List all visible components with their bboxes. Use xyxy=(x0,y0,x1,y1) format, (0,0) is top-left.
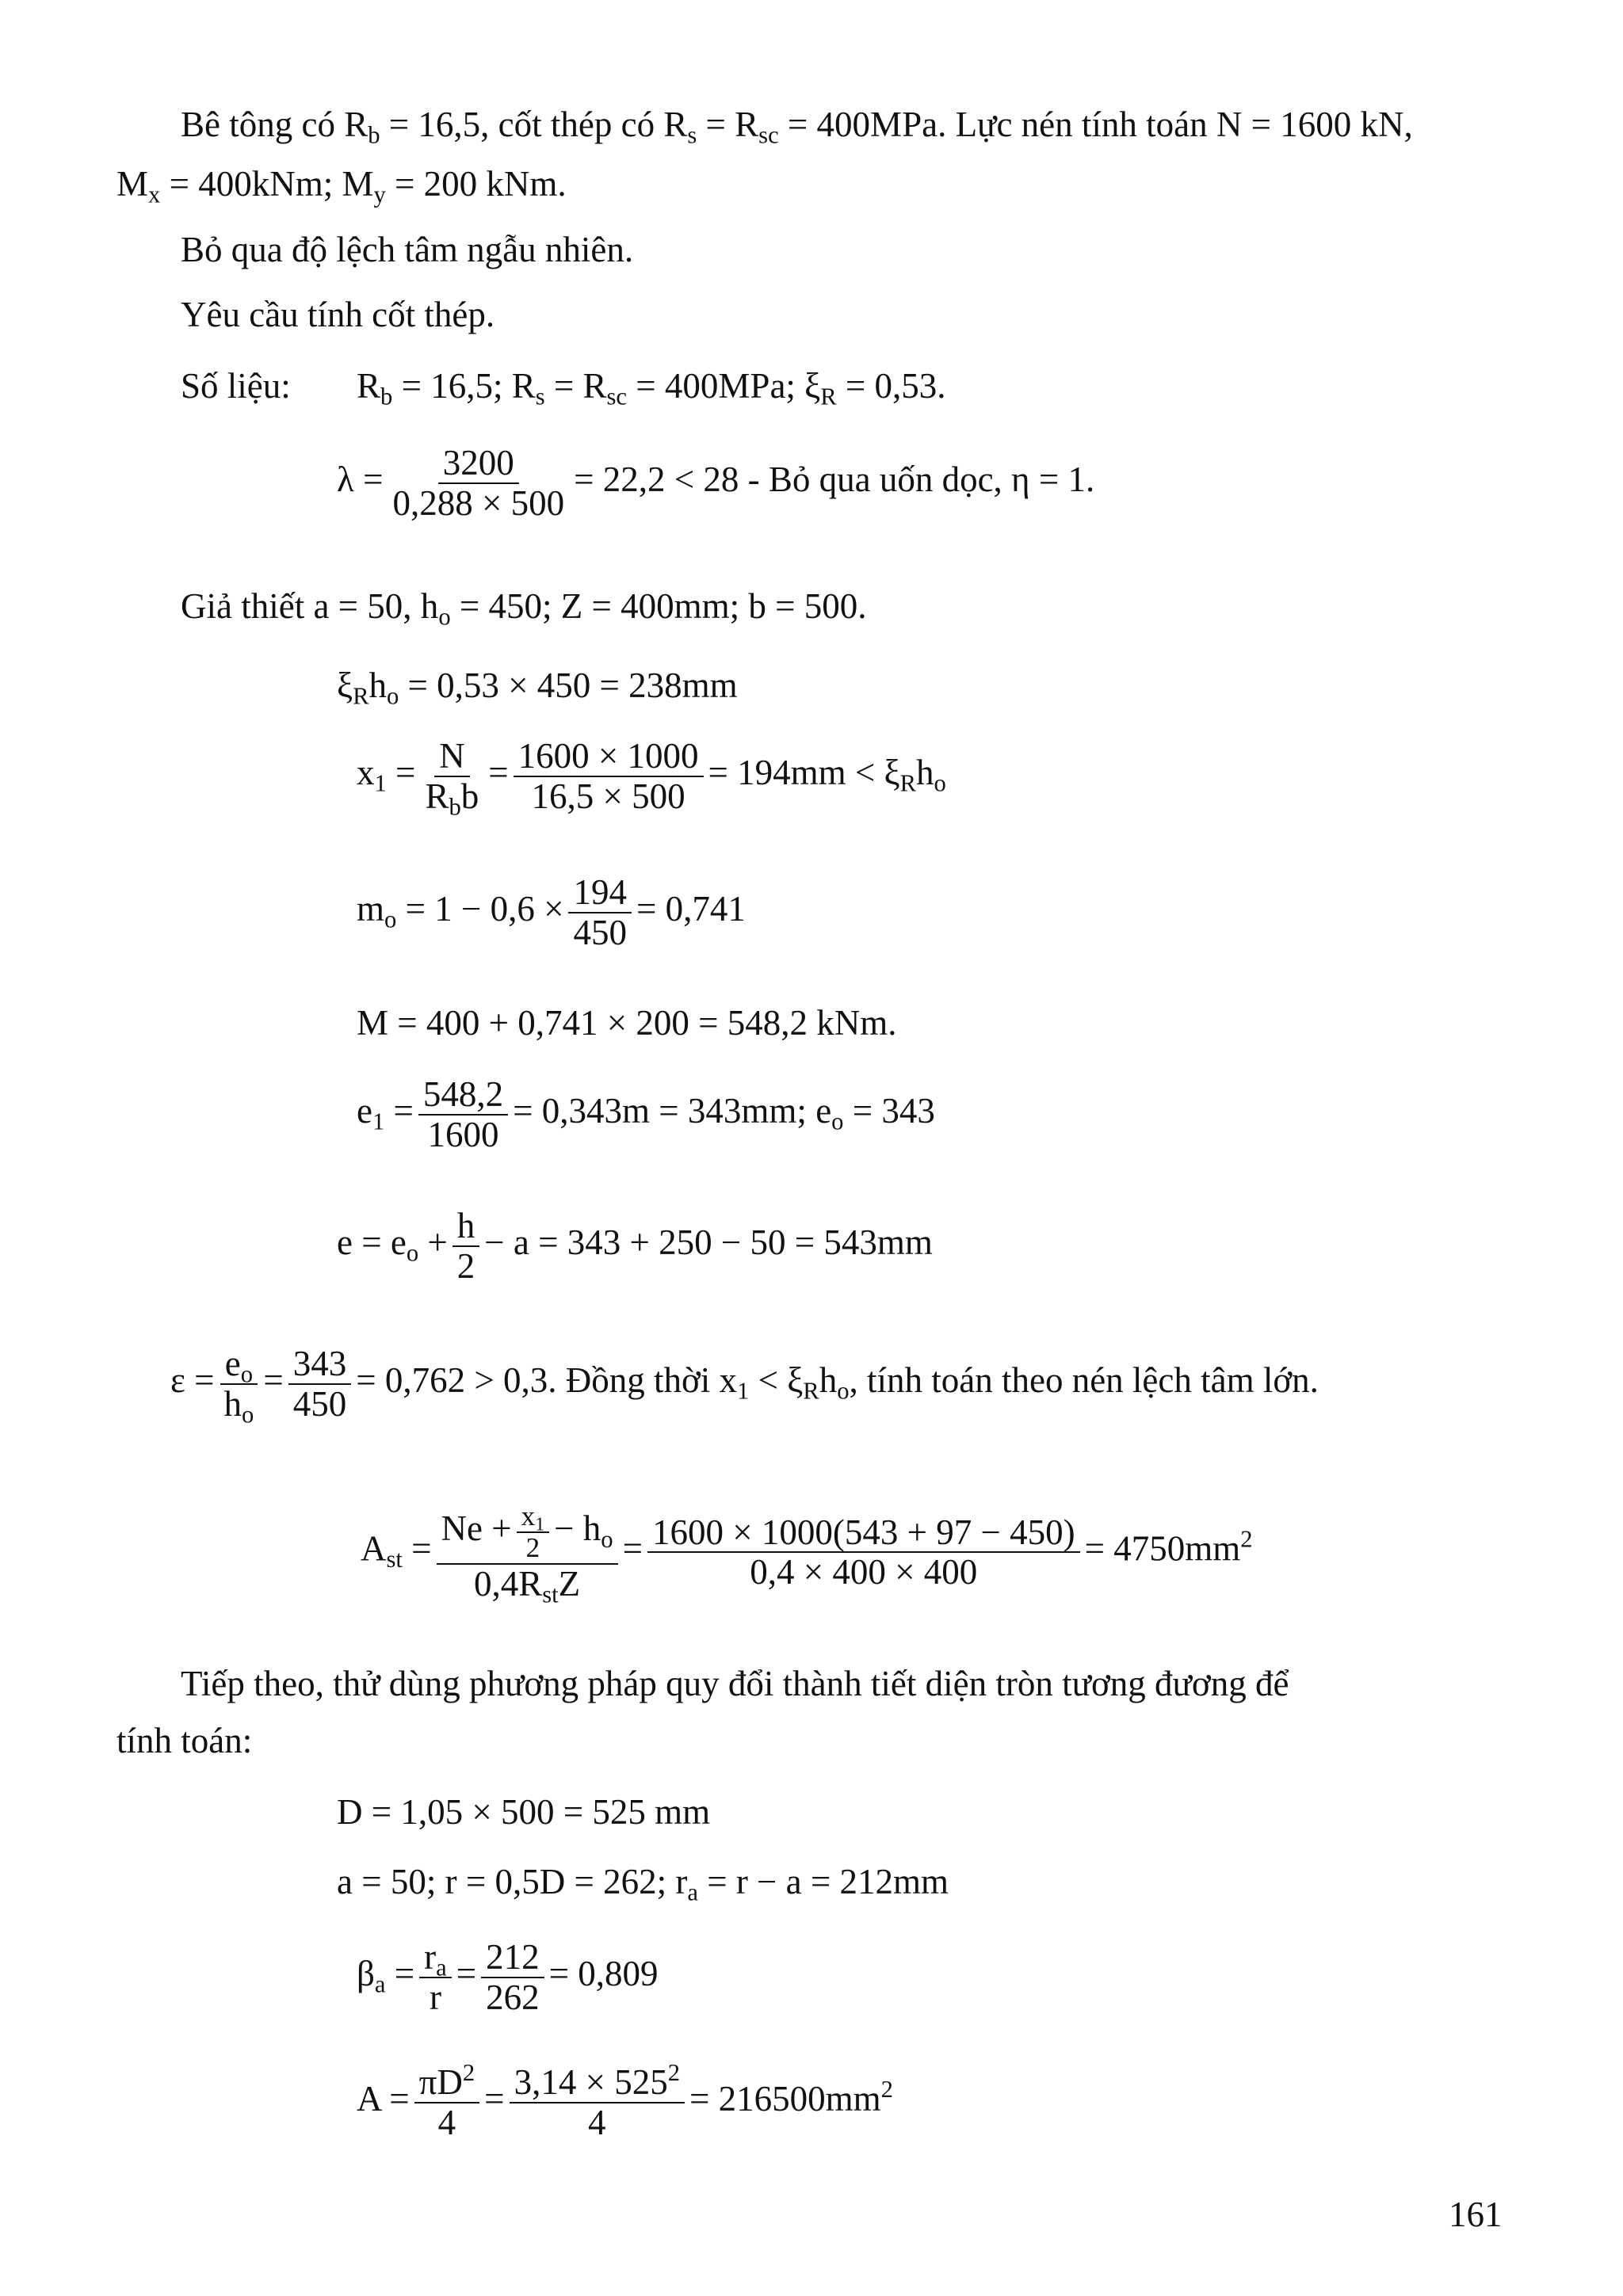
subscript: o xyxy=(601,1525,613,1553)
text-line-requirement: Yêu cầu tính cốt thép. xyxy=(181,295,495,334)
numerator: 194 xyxy=(568,873,632,913)
text: πD xyxy=(418,2062,463,2102)
subscript: o xyxy=(384,906,397,933)
text: = 1 − 0,6 × xyxy=(396,888,564,929)
data-line-label: Số liệu: xyxy=(181,366,291,406)
text: h xyxy=(916,752,934,792)
text: = xyxy=(402,1528,432,1569)
denominator: 0,4 × 400 × 400 xyxy=(750,1552,978,1592)
text: = xyxy=(263,1360,284,1400)
text: A xyxy=(361,1528,387,1569)
text: β xyxy=(357,1953,375,1993)
text: a = 50; r = 0,5D = 262; r xyxy=(337,1862,688,1901)
denominator: 2 xyxy=(525,1531,540,1563)
text: − a = 343 + 250 − 50 = 543mm xyxy=(484,1222,933,1262)
text: h xyxy=(819,1360,838,1400)
equation-M: M = 400 + 0,741 × 200 = 548,2 kNm. xyxy=(357,1003,897,1043)
subscript: b xyxy=(449,793,461,821)
equation-e xyxy=(337,1207,933,1285)
fraction xyxy=(419,1938,452,2016)
numerator xyxy=(437,1501,618,1565)
text: = 400kNm; M xyxy=(160,164,374,204)
superscript: 2 xyxy=(462,2059,475,2087)
denominator: 262 xyxy=(486,1977,540,2017)
text: = 400MPa; ξ xyxy=(627,366,821,406)
text: = 0,53. xyxy=(836,366,946,406)
denominator: 0,288 × 500 xyxy=(392,482,565,523)
subscript: st xyxy=(542,1581,559,1608)
subscript: o xyxy=(934,769,946,797)
text: = xyxy=(488,752,509,792)
text-line-next: Tiếp theo, thử dùng phương pháp quy đổi thành tiết diện tròn tương đương để xyxy=(181,1664,1289,1703)
equation-xi-h xyxy=(337,664,738,710)
numerator: 212 xyxy=(481,1938,544,1978)
text: e xyxy=(357,1090,372,1131)
numerator: 1600 × 1000(543 + 97 − 450) xyxy=(647,1513,1080,1554)
subscript: o xyxy=(386,682,399,710)
text: ε = xyxy=(170,1360,215,1400)
subscript: y xyxy=(373,181,386,208)
text: = 0,53 × 450 = 238mm xyxy=(399,666,738,705)
equation-D: D = 1,05 × 500 = 525 mm xyxy=(337,1792,711,1832)
subscript: R xyxy=(899,769,917,797)
text: ξ xyxy=(337,666,353,705)
text: = 4750mm xyxy=(1084,1528,1241,1569)
text: = 16,5; R xyxy=(392,366,536,406)
text: = 216500mm xyxy=(689,2078,881,2119)
text: < ξ xyxy=(749,1360,804,1400)
text: = xyxy=(484,2078,505,2119)
numerator xyxy=(419,1937,452,1981)
denominator xyxy=(469,1563,585,1608)
subscript: o xyxy=(837,1377,850,1405)
text: r xyxy=(424,1937,437,1977)
text: A = xyxy=(357,2078,410,2119)
fraction xyxy=(414,2059,480,2142)
numerator xyxy=(510,2059,685,2103)
fraction xyxy=(288,1344,352,1423)
fraction xyxy=(510,2059,685,2142)
numerator: 548,2 xyxy=(418,1075,508,1116)
text: = xyxy=(386,752,416,792)
text: = 0,809 xyxy=(548,1953,659,1993)
text: λ = xyxy=(337,459,384,499)
denominator: 450 xyxy=(292,1383,347,1424)
subscript: a xyxy=(436,1954,447,1981)
subscript: o xyxy=(831,1108,844,1135)
text-line-moments xyxy=(116,162,567,208)
fraction xyxy=(568,873,632,952)
text: = 0,762 > 0,3. Đồng thời x xyxy=(356,1360,738,1400)
fraction xyxy=(420,736,483,821)
text: x xyxy=(521,1501,536,1531)
denominator: r xyxy=(429,1977,441,2017)
text: h xyxy=(369,666,387,705)
text: = 0,741 xyxy=(636,888,746,929)
text: R xyxy=(425,776,449,816)
denominator: 16,5 × 500 xyxy=(531,776,685,816)
fraction xyxy=(514,737,704,815)
equation-Ast xyxy=(361,1501,1253,1608)
text: Ne + xyxy=(441,1508,512,1549)
fraction xyxy=(453,1207,480,1285)
text: M xyxy=(116,164,149,204)
text-line-ignore: Bỏ qua độ lệch tâm ngẫu nhiên. xyxy=(181,230,634,269)
equation-x1 xyxy=(357,736,946,821)
subscript: R xyxy=(353,682,369,710)
denominator xyxy=(220,1383,259,1428)
text: Bê tông có R xyxy=(181,105,369,144)
subscript: 1 xyxy=(737,1377,750,1405)
subscript: o xyxy=(240,1360,254,1388)
text: x xyxy=(357,752,375,792)
superscript: 2 xyxy=(1240,1525,1253,1553)
subscript: st xyxy=(386,1546,403,1573)
denominator xyxy=(420,776,483,821)
text: = xyxy=(385,1953,415,1993)
fraction xyxy=(388,444,569,522)
equation-lambda xyxy=(337,444,1094,522)
text: = 400MPa. Lực nén tính toán N = 1600 kN, xyxy=(778,105,1413,144)
text: = 16,5, cốt thép có R xyxy=(380,105,688,144)
subscript: R xyxy=(820,383,837,410)
subscript: o xyxy=(242,1401,254,1428)
equation-epsilon xyxy=(170,1344,1319,1428)
equation-beta xyxy=(357,1938,659,2016)
text: = xyxy=(456,1953,477,1993)
text: e = e xyxy=(337,1222,407,1262)
equation-area xyxy=(357,2059,893,2142)
denominator: 2 xyxy=(456,1245,475,1286)
numerator xyxy=(517,1501,549,1533)
text: 3,14 × 525 xyxy=(514,2062,668,2102)
subscript: a xyxy=(687,1878,698,1906)
equation-r xyxy=(337,1860,949,1906)
text: = 200 kNm. xyxy=(385,164,567,204)
numerator xyxy=(220,1344,258,1388)
numerator: 1600 × 1000 xyxy=(514,737,704,777)
text: Giả thiết a = 50, h xyxy=(181,586,439,626)
text: = 0,343m = 343mm; e xyxy=(513,1090,832,1131)
numerator: N xyxy=(434,737,470,777)
subscript: b xyxy=(368,121,380,149)
text-line-next-cont: tính toán: xyxy=(116,1721,253,1760)
text: = R xyxy=(697,105,759,144)
text: + xyxy=(418,1222,448,1262)
text: = 22,2 < 28 - Bỏ qua uốn dọc, η = 1. xyxy=(574,459,1095,499)
text: h xyxy=(223,1383,242,1424)
denominator: 450 xyxy=(573,912,627,952)
fraction xyxy=(220,1344,259,1428)
text: e xyxy=(224,1344,241,1383)
subscript: 1 xyxy=(372,1108,385,1135)
denominator: 1600 xyxy=(427,1114,499,1154)
subscript: b xyxy=(380,383,393,410)
subscript: o xyxy=(406,1239,419,1267)
text: = R xyxy=(544,366,607,406)
text-line-assumption xyxy=(181,585,867,631)
text: 0,4R xyxy=(473,1563,543,1604)
subscript: x xyxy=(148,181,161,208)
page-number: 161 xyxy=(1449,2195,1503,2234)
fraction xyxy=(418,1075,508,1154)
fraction xyxy=(437,1501,618,1608)
text: = 450; Z = 400mm; b = 500. xyxy=(450,586,867,626)
equation-m0 xyxy=(357,873,746,952)
denominator: 4 xyxy=(437,2102,456,2142)
subscript: R xyxy=(803,1377,819,1405)
subscript: s xyxy=(535,383,545,410)
subscript: s xyxy=(687,121,697,149)
numerator: h xyxy=(453,1207,480,1247)
text: Z xyxy=(558,1563,581,1604)
subscript: a xyxy=(374,1970,386,1998)
numerator: 3200 xyxy=(438,444,519,484)
subscript: o xyxy=(438,603,451,631)
subscript: sc xyxy=(758,121,779,149)
text: = 343 xyxy=(843,1090,935,1131)
equation-e1 xyxy=(357,1075,935,1154)
text: = 194mm < ξ xyxy=(708,752,900,792)
denominator: 4 xyxy=(588,2102,606,2142)
fraction xyxy=(647,1513,1080,1592)
subscript: sc xyxy=(606,383,628,410)
superscript: 2 xyxy=(880,2076,893,2103)
text: b xyxy=(460,776,479,816)
text: , tính toán theo nén lệch tâm lớn. xyxy=(849,1360,1319,1400)
text-line-concrete xyxy=(181,103,1413,149)
superscript: 2 xyxy=(667,2059,680,2087)
fraction xyxy=(517,1501,549,1563)
fraction xyxy=(481,1938,544,2016)
subscript: 1 xyxy=(374,769,387,797)
subscript: 1 xyxy=(535,1514,545,1535)
text: m xyxy=(357,888,385,929)
numerator xyxy=(414,2059,480,2103)
text: = r − a = 212mm xyxy=(697,1862,949,1901)
numerator: 343 xyxy=(288,1344,352,1385)
text: = xyxy=(622,1528,643,1569)
data-line xyxy=(357,364,946,410)
text: − h xyxy=(554,1508,601,1549)
text: = xyxy=(384,1090,414,1131)
text: R xyxy=(357,366,381,406)
